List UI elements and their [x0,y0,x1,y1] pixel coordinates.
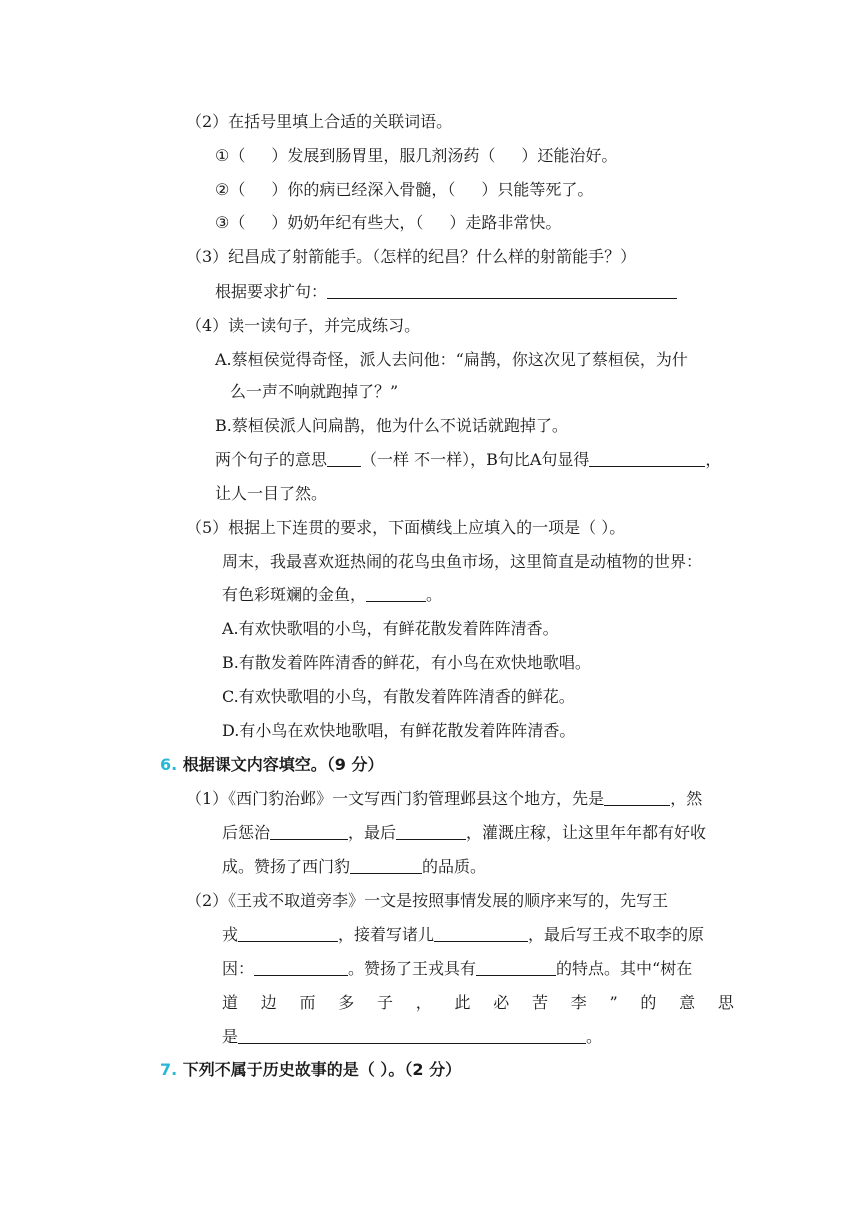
q5-5-title: （5）根据上下连贯的要求，下面横线上应填入的一项是（ ）。 [186,518,626,537]
q5-5-passage-1: 周末，我最喜欢逛热闹的花鸟虫鱼市场，这里简直是动植物的世界： [222,552,703,571]
q6-2-line-3: 因： 。赞扬了王戎具有 的特点。其中“树在 [222,959,693,978]
answer-blank[interactable] [327,282,677,299]
q6-2-line-1: （2）《王戎不取道旁李》一文是按照事情发展的顺序来写的，先写王 [186,891,669,910]
q5-2-item-1: ①（ ）发展到肠胃里，服几剂汤药（ ）还能治好。 [215,146,618,165]
q5-4-question-cont: 让人一目了然。 [215,484,328,503]
answer-blank[interactable] [254,959,348,976]
q6-2-line-4: 道 边 而 多 子 ， 此 必 苦 李 ” 的 意 思 [222,993,734,1012]
q7-title: 下列不属于历史故事的是（ ）。（2 分） [182,1060,462,1079]
q5-5-option-d: D.有小鸟在欢快地歌唱，有鲜花散发着阵阵清香。 [222,721,576,740]
q5-2-item-2: ②（ ）你的病已经深入骨髓，（ ）只能等死了。 [215,180,594,199]
q6-number: 6. [160,755,178,774]
q6-1-line-3: 成。赞扬了西门豹 的品质。 [222,857,487,876]
q7-heading [160,1060,461,1080]
answer-blank[interactable] [238,925,338,942]
answer-blank[interactable] [238,1027,586,1044]
answer-blank[interactable] [604,789,670,806]
q5-5-passage-2: 有色彩斑斓的金鱼， 。 [222,585,443,604]
q5-2-item-3: ③（ ）奶奶年纪有些大，（ ）走路非常快。 [215,213,562,232]
answer-blank[interactable] [366,585,426,602]
q5-2-title: （2）在括号里填上合适的关联词语。 [186,112,453,131]
answer-blank[interactable] [350,857,422,874]
answer-blank[interactable] [270,823,348,840]
q5-5-option-c: C.有欢快歌唱的小鸟，有散发着阵阵清香的鲜花。 [222,687,575,706]
q6-1-line-2: 后惩治 ，最后 ，灌溉庄稼，让这里年年都有好收 [222,823,707,842]
q5-4-title: （4）读一读句子，并完成练习。 [186,316,421,335]
q5-5-option-b: B.有散发着阵阵清香的鲜花，有小鸟在欢快地歌唱。 [222,653,591,672]
answer-blank[interactable] [434,925,528,942]
q5-4-sentence-a1: A.蔡桓侯觉得奇怪，派人去问他：“扁鹊，你这次见了蔡桓侯，为什 [215,350,688,369]
q5-3-title: （3）纪昌成了射箭能手。（怎样的纪昌？什么样的射箭能手？） [186,247,637,266]
q6-1-line-1: （1）《西门豹治邺》一文写西门豹管理邺县这个地方，先是 ，然 [186,789,703,808]
q6-title: 根据课文内容填空。（9 分） [182,755,384,774]
q5-4-sentence-a2: 么一声不响就跑掉了？” [230,382,399,401]
q6-heading [160,755,384,775]
q5-5-option-a: A.有欢快歌唱的小鸟，有鲜花散发着阵阵清香。 [222,619,559,638]
answer-blank[interactable] [327,450,361,467]
q6-2-line-5: 是 。 [222,1027,603,1046]
q5-3-prompt-line [215,282,677,302]
q5-4-sentence-b: B.蔡桓侯派人问扁鹊，他为什么不说话就跑掉了。 [215,416,568,435]
answer-blank[interactable] [476,959,556,976]
answer-blank[interactable] [589,450,705,467]
answer-blank[interactable] [396,823,466,840]
q7-number: 7. [160,1060,178,1079]
q5-3-prompt: 根据要求扩句： [215,282,328,301]
q6-2-line-2: 戎 ，接着写诸儿 ，最后写王戎不取李的原 [222,925,705,944]
q5-4-question: 两个句子的意思 （一样 不一样），B句比A句显得 ， [215,450,722,469]
